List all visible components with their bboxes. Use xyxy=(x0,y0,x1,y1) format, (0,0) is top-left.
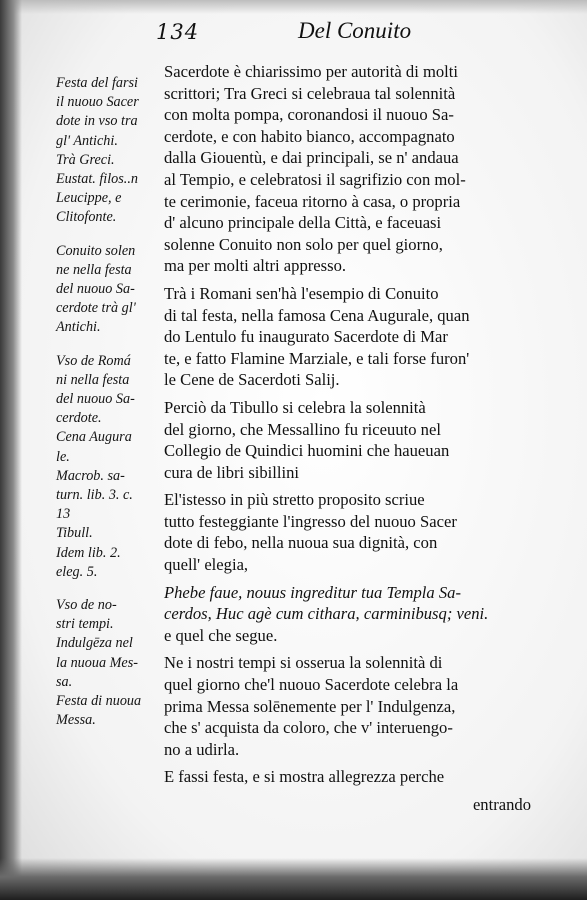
margin-note xyxy=(56,74,168,228)
margin-note-line: sa. xyxy=(56,673,73,690)
paragraph xyxy=(164,766,549,788)
margin-note-line: Indulgēza nel xyxy=(56,635,133,652)
margin-note-line: 13 xyxy=(56,506,71,523)
catchword: entrando xyxy=(472,795,531,814)
margin-note xyxy=(56,242,168,338)
margin-note-line: dote in vso tra xyxy=(56,113,138,130)
text-line: e quel che segue. xyxy=(164,625,278,645)
paragraph xyxy=(164,652,549,760)
margin-note-line: stri tempi. xyxy=(56,616,114,633)
text-line: no a udirla. xyxy=(164,739,240,759)
text-line: le Cene de Sacerdoti Salij. xyxy=(164,370,340,390)
main-text xyxy=(164,61,549,822)
text-line: del giorno, che Messallino fu riceuuto nel xyxy=(164,419,441,439)
margin-note-line: Vso de Romá xyxy=(56,352,131,369)
text-line: di tal festa, nella famosa Cena Augurale, quan xyxy=(164,305,470,325)
text-line: dalla Giouentù, e dai principali, se n' andaua xyxy=(164,148,459,168)
margin-note-line: Trà Greci. xyxy=(56,151,115,168)
margin-note-line: Macrob. sa- xyxy=(56,467,125,484)
page-number: 134 xyxy=(156,20,200,44)
margin-note-line: cerdote. xyxy=(56,410,102,427)
margin-note-line: Cena Augura xyxy=(56,429,132,446)
text-line: Sacerdote è chiarissimo per autorità di molti xyxy=(164,62,458,81)
text-line: con molta pompa, coronandosi il nuouo Sa- xyxy=(164,105,454,125)
text-line: tutto festeggiante l'ingresso del nuouo Sacer xyxy=(164,511,457,531)
text-line: d' alcuno principale della Città, e faceuasi xyxy=(164,213,442,233)
quoted-verse-line: cerdos, Huc agè cum cithara, carminibusq; veni. xyxy=(164,604,489,624)
catchword-line xyxy=(164,794,531,816)
text-line: Collegio de Quindici huomini che haueuan xyxy=(164,441,450,461)
text-line: El'istesso in più stretto proposito scriue xyxy=(164,490,425,510)
text-line: prima Messa solēnemente per l' Indulgenza, xyxy=(164,696,456,716)
margin-note-line: il nuouo Sacer xyxy=(56,94,139,111)
margin-note-line: Messa. xyxy=(56,712,96,729)
margin-note-line: Tibull. xyxy=(56,525,93,542)
paragraph xyxy=(164,489,549,575)
text-line: te cerimonie, faceua ritorno à casa, o propria xyxy=(164,191,461,211)
text-line: Trà i Romani sen'hà l'esempio di Conuito xyxy=(164,283,439,303)
paragraph xyxy=(164,61,549,277)
margin-note-line: Antichi. xyxy=(56,319,101,336)
text-line: te, e fatto Flamine Marziale, e tali forse furon' xyxy=(164,348,470,368)
text-line: cura de libri sibillini xyxy=(164,462,300,482)
margin-notes xyxy=(56,74,168,745)
quoted-verse-line: Phebe faue, nouus ingreditur tua Templa Sa- xyxy=(164,582,461,602)
text-line: che s' acquista da coloro, che v' interuengo- xyxy=(164,718,453,738)
text-line: do Lentulo fu inaugurato Sacerdote di Mar xyxy=(164,327,448,347)
text-line: al Tempio, e celebratosi il sagrifizio con mol- xyxy=(164,169,466,189)
text-line: quel giorno che'l nuouo Sacerdote celebra la xyxy=(164,675,459,695)
margin-note-line: ni nella festa xyxy=(56,371,130,388)
text-line: Ne i nostri tempi si osserua la solennità di xyxy=(164,653,443,673)
text-line: Perciò da Tibullo si celebra la solennità xyxy=(164,397,426,417)
margin-note-line: Vso de no- xyxy=(56,597,117,614)
paragraph xyxy=(164,582,549,647)
text-line: ma per molti altri appresso. xyxy=(164,256,347,276)
page-top-shadow xyxy=(0,0,587,14)
margin-note-line: Festa del farsi xyxy=(56,75,138,91)
margin-note-line: del nuouo Sa- xyxy=(56,281,135,298)
margin-note-line: le. xyxy=(56,448,70,465)
margin-note xyxy=(56,596,168,730)
margin-note-line: del nuouo Sa- xyxy=(56,391,135,408)
margin-note-line: eleg. 5. xyxy=(56,563,98,580)
text-line: dote di febo, nella nuoua sua dignità, con xyxy=(164,533,438,553)
margin-note-line: Clitofonte. xyxy=(56,209,117,226)
text-line: scrittori; Tra Greci si celebraua tal solennità xyxy=(164,83,456,103)
margin-note xyxy=(56,352,168,582)
running-head: Del Conuito xyxy=(298,18,412,43)
margin-note-line: Eustat. filos..n xyxy=(56,171,138,188)
text-line: cerdote, e con habito bianco, accompagnato xyxy=(164,126,455,146)
paragraph xyxy=(164,397,549,483)
margin-note-line: la nuoua Mes- xyxy=(56,654,138,671)
paragraph xyxy=(164,283,549,391)
text-line: solenne Conuito non solo per quel giorno, xyxy=(164,234,443,254)
page-bottom-shadow xyxy=(0,858,587,900)
margin-note-line: turn. lib. 3. c. xyxy=(56,487,133,504)
margin-note-line: gl' Antichi. xyxy=(56,132,118,149)
margin-note-line: ne nella festa xyxy=(56,261,132,278)
page-gutter-shadow xyxy=(0,0,22,900)
margin-note-line: cerdote trà gl' xyxy=(56,300,136,317)
margin-note-line: Conuito solen xyxy=(56,242,136,259)
margin-note-line: Idem lib. 2. xyxy=(56,544,121,561)
text-line: quell' elegia, xyxy=(164,555,249,575)
margin-note-line: Leucippe, e xyxy=(56,190,122,207)
text-line: E fassi festa, e si mostra allegrezza perche xyxy=(164,767,445,787)
margin-note-line: Festa di nuoua xyxy=(56,693,142,710)
